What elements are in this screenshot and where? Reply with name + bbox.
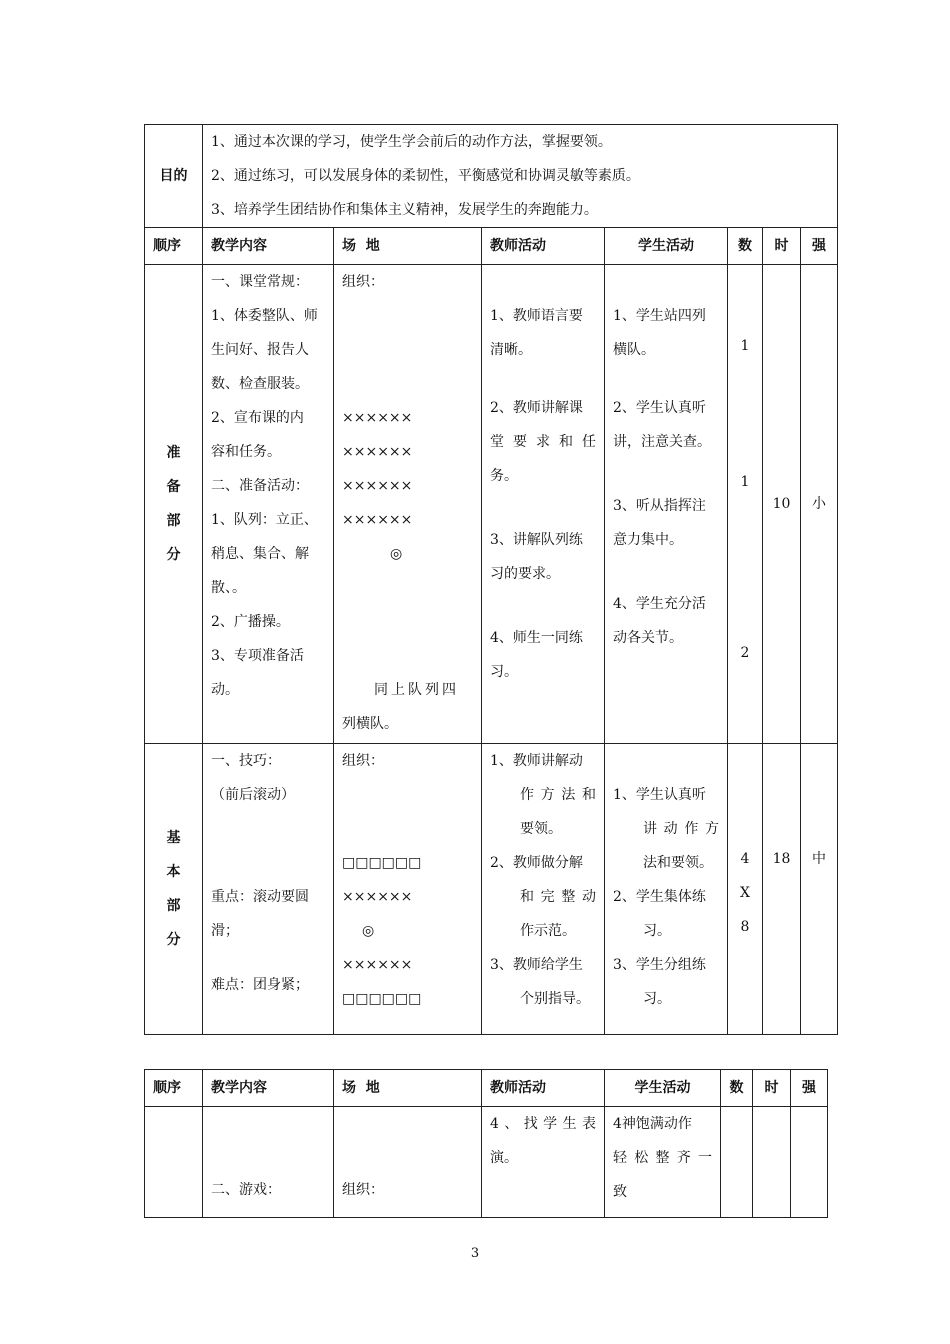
purpose-item: 3、培养学生团结协作和集体主义精神，发展学生的奔跑能力。 — [211, 202, 598, 218]
header-venue: 场 地 — [334, 1070, 482, 1107]
basic-student: 1、学生认真听 讲动作方 法和要领。 2、学生集体练 习。 3、学生分组练 习。 — [605, 744, 728, 1035]
header-time: 时 — [763, 228, 801, 265]
venue-note: 列横队。 — [342, 716, 398, 732]
header-teacher: 教师活动 — [482, 228, 605, 265]
basic-teacher: 1、教师讲解动 作方法和 要领。 2、教师做分解 和完整动 作示范。 3、教师给学生 个别指导。 — [482, 744, 605, 1035]
header-student: 学生活动 — [605, 228, 728, 265]
prep-teacher: 1、教师语言要 清晰。 2、教师讲解课 堂要求和任 务。 3、讲解队列练 习的要求。 4、师生一同练 习。 — [482, 265, 605, 744]
header-content: 教学内容 — [203, 228, 334, 265]
purpose-label: 目的 — [145, 125, 203, 228]
lesson-plan-table-continued — [144, 1069, 828, 1218]
purpose-item: 1、通过本次课的学习，使学生学会前后的动作方法，掌握要领。 — [211, 134, 612, 150]
game-student: 4神饱满动作 轻松整齐一 致 — [605, 1107, 721, 1218]
basic-content: 一、技巧： （前后滚动） 重点：滚动要圆 滑； 难点：团身紧； — [203, 744, 334, 1035]
prep-count: 1 1 2 — [728, 265, 763, 744]
game-count — [721, 1107, 753, 1218]
header-student: 学生活动 — [605, 1070, 721, 1107]
game-venue: 组织： — [334, 1107, 482, 1218]
formation-row: ×××××× — [342, 512, 413, 528]
header-order: 顺序 — [145, 228, 203, 265]
header-venue: 场 地 — [334, 228, 482, 265]
venue-note: 同上队列四 — [374, 682, 459, 698]
game-order — [145, 1107, 203, 1218]
header-row — [145, 1070, 828, 1107]
prep-student: 1、学生站四列 横队。 2、学生认真听 讲，注意关查。 3、听从指挥注 意力集中。 4、学生充分活 动各关节。 — [605, 265, 728, 744]
basic-row — [145, 744, 838, 1035]
header-order: 顺序 — [145, 1070, 203, 1107]
basic-venue: 组织： □□□□□□ ×××××× ◎ ×××××× □□□□□□ — [334, 744, 482, 1035]
prep-time: 10 — [763, 265, 801, 744]
basic-count: 4 X 8 — [728, 744, 763, 1035]
formation-row: ×××××× — [342, 444, 413, 460]
teacher-position-mark: ◎ — [362, 923, 375, 939]
header-intensity: 强 — [801, 228, 838, 265]
purpose-items — [203, 125, 838, 228]
header-teacher: 教师活动 — [482, 1070, 605, 1107]
prep-content: 一、课堂常规： 1、体委整队、师 生问好、报告人 数、检查服装。 2、宣布课的内 容和任务。 二、准备活动： 1、队列：立正、 稍息、集合、解 散、。 2、广播操。 3、专项准备活 动。 — [203, 265, 334, 744]
formation-row: □□□□□□ — [342, 855, 422, 871]
formation-row: ×××××× — [342, 410, 413, 426]
basic-label: 基 本 部 分 — [145, 744, 203, 1035]
basic-time: 18 — [763, 744, 801, 1035]
prep-label: 准 备 部 分 — [145, 265, 203, 744]
header-row — [145, 228, 838, 265]
lesson-plan-table — [144, 124, 838, 1035]
header-count: 数 — [721, 1070, 753, 1107]
purpose-row — [145, 125, 838, 228]
formation-row: ×××××× — [342, 957, 413, 973]
teacher-position-mark: ◎ — [390, 546, 403, 562]
prep-row — [145, 265, 838, 744]
header-time: 时 — [753, 1070, 791, 1107]
game-teacher: 4、找学生表 演。 — [482, 1107, 605, 1218]
game-content: 二、游戏： — [203, 1107, 334, 1218]
page-number: 3 — [470, 1246, 480, 1261]
header-content: 教学内容 — [203, 1070, 334, 1107]
prep-intensity: 小 — [801, 265, 838, 744]
basic-intensity: 中 — [801, 744, 838, 1035]
prep-venue: 组织： ×××××× ×××××× ×××××× ×××××× ◎ 同上队列四 列横队。 — [334, 265, 482, 744]
formation-row: ×××××× — [342, 889, 413, 905]
game-time — [753, 1107, 791, 1218]
game-row — [145, 1107, 828, 1218]
purpose-item: 2、通过练习，可以发展身体的柔韧性，平衡感觉和协调灵敏等素质。 — [211, 168, 640, 184]
header-count: 数 — [728, 228, 763, 265]
game-intensity — [791, 1107, 828, 1218]
formation-row: □□□□□□ — [342, 991, 422, 1007]
formation-row: ×××××× — [342, 478, 413, 494]
header-intensity: 强 — [791, 1070, 828, 1107]
